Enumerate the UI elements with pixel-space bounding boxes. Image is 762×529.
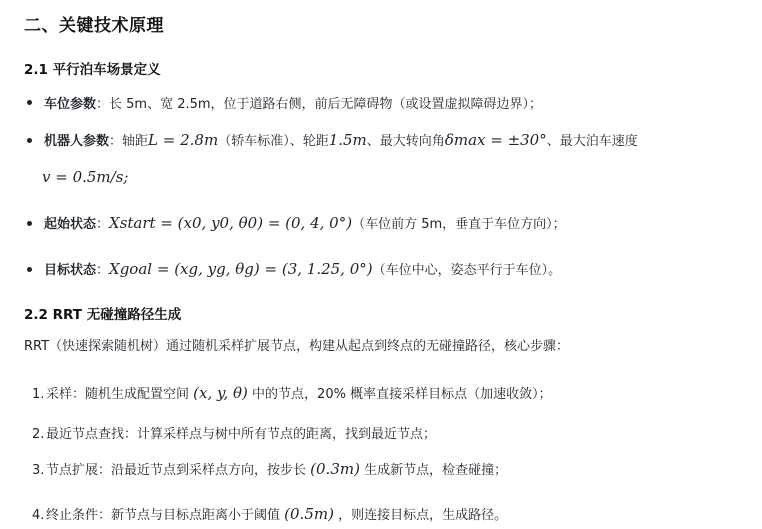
list-item-robot-params-cont [42, 168, 128, 186]
list-item-start-state [44, 213, 566, 232]
item-number: 1. [32, 387, 45, 402]
item-label: 车位参数 [44, 97, 97, 112]
math-config: (x, y, θ) [193, 384, 248, 402]
item-label: 起始状态 [44, 217, 97, 232]
item-text: ： [96, 263, 110, 278]
item-text: ：长 5m、宽 2.5m，位于道路右侧，前后无障碍物（或设置虚拟障碍边界）； [96, 97, 543, 112]
item-text: 节点扩展：沿最近节点到采样点方向，按步长 [46, 463, 307, 478]
item-text: 中的节点，20% 概率直接采样目标点（加速收敛）； [252, 387, 552, 402]
item-number: 2. [32, 427, 45, 442]
item-number: 4. [32, 508, 45, 523]
bullet-dot [27, 267, 32, 272]
math-start: Xstart = (x0, y0, θ0) = (0, 4, 0°) [109, 214, 353, 232]
item-text: （车位中心，姿态平行于车位）。 [372, 263, 562, 278]
section-title: 二、关键技术原理 [24, 16, 164, 36]
subsection-heading-2-2: 2.2 RRT 无碰撞路径生成 [24, 307, 182, 323]
item-text: （车位前方 5m，垂直于车位方向）； [352, 217, 566, 232]
item-text: ： [96, 217, 110, 232]
item-text: 采样：随机生成配置空间 [46, 387, 190, 402]
item-text: ：轴距 [109, 134, 149, 149]
math-steer: δmax = ±30° [444, 131, 547, 149]
bullet-dot [27, 221, 32, 226]
list-item-robot-params [44, 130, 638, 149]
intro-paragraph: RRT（快速探索随机树）通过随机采样扩展节点，构建从起点到终点的无碰撞路径，核心步骤： [24, 339, 570, 354]
math-threshold: (0.5m) [284, 505, 334, 523]
ordered-item-nearest [32, 423, 436, 442]
item-text: 生成新节点，检查碰撞； [364, 463, 508, 478]
item-text: （轿车标准）、轮距 [218, 134, 329, 149]
list-item-goal-state [44, 259, 561, 278]
item-number: 3. [32, 463, 45, 478]
item-text: 、最大转向角 [366, 134, 445, 149]
ordered-item-sampling [32, 383, 552, 402]
bullet-dot [27, 138, 32, 143]
math-speed: v = 0.5m/s; [42, 168, 129, 186]
ordered-item-extend [32, 459, 507, 478]
math-wheelbase: L = 2.8m [148, 131, 219, 149]
ordered-item-terminate [32, 504, 507, 523]
subsection-heading-2-1: 2.1 平行泊车场景定义 [24, 62, 161, 78]
math-step: (0.3m) [310, 460, 360, 478]
item-text: 最近节点查找：计算采样点与树中所有节点的距离，找到最近节点； [46, 427, 437, 442]
item-label: 目标状态 [44, 263, 97, 278]
item-label: 机器人参数 [44, 134, 110, 149]
math-track: 1.5m [328, 131, 367, 149]
item-text: 、最大泊车速度 [546, 134, 638, 149]
math-goal: Xgoal = (xg, yg, θg) = (3, 1.25, 0°) [109, 260, 373, 278]
list-item-parking-space [44, 93, 542, 112]
item-text: ，则连接目标点，生成路径。 [338, 508, 508, 523]
bullet-dot [27, 100, 32, 105]
item-text: 终止条件：新节点与目标点距离小于阈值 [46, 508, 281, 523]
